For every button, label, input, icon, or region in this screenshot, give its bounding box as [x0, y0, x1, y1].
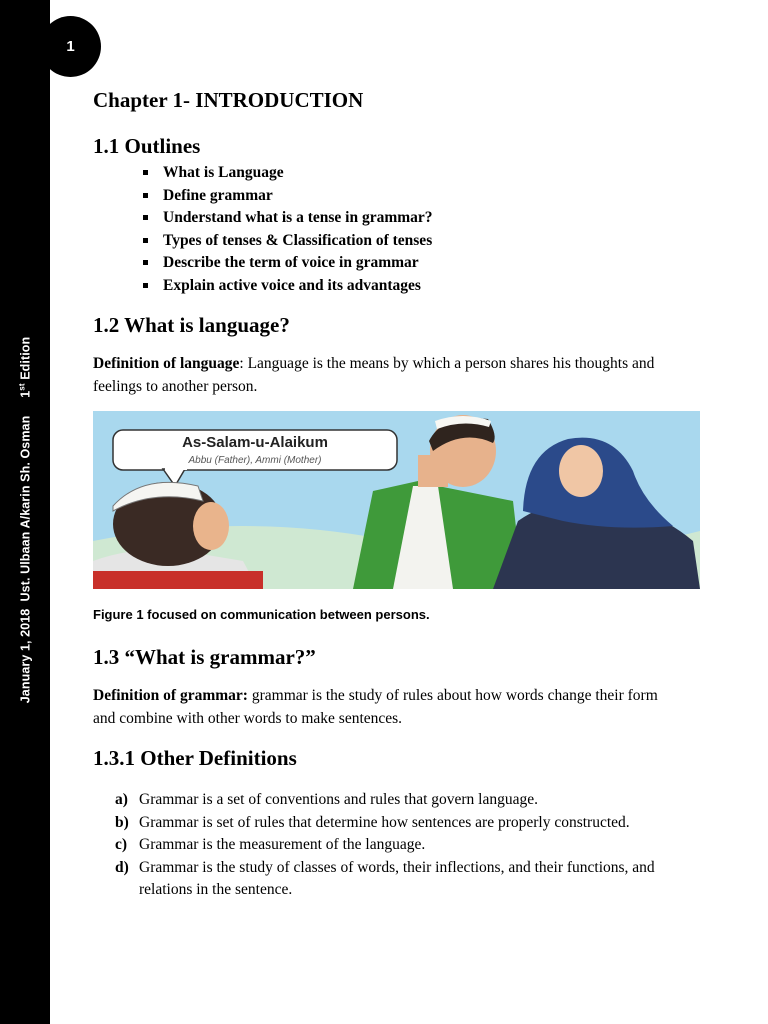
definition-item — [115, 789, 675, 812]
definition-letter: a) — [115, 791, 128, 808]
bullet-icon — [143, 238, 148, 243]
sidebar-meta — [17, 337, 32, 704]
page-number: 1 — [66, 38, 75, 55]
definition-text: Grammar is set of rules that determine how sentences are properly constructed. — [139, 813, 630, 831]
definition-item — [115, 857, 675, 902]
bullet-icon — [143, 283, 148, 288]
speech-title: As-Salam-u-Alaikum — [182, 434, 328, 451]
sidebar-edition-suffix: st — [17, 383, 27, 391]
illustration-svg — [93, 411, 700, 589]
grammar-heading: 1.3 “What is grammar?” — [93, 645, 316, 669]
definition-letter: c) — [115, 836, 128, 853]
grammar-definition-label: Definition of grammar: — [93, 687, 248, 704]
definition-text: Grammar is the study of classes of words, their inflections, and their functions, and relations in the sentence. — [139, 858, 655, 898]
outline-list — [143, 162, 433, 298]
definition-item — [115, 834, 675, 857]
sidebar — [0, 0, 50, 1024]
grammar-definition — [93, 685, 683, 730]
boy-face — [193, 502, 229, 550]
definition-text: Grammar is the measurement of the language. — [139, 836, 426, 853]
definition-text: Grammar is a set of conventions and rules that govern language. — [139, 791, 539, 808]
definition-item — [115, 812, 675, 835]
outline-item — [143, 230, 433, 253]
outline-item-label: Describe the term of voice in grammar — [163, 254, 419, 272]
language-definition-text: : Language is the means by which a person shares his thoughts and feelings to another person. — [93, 355, 655, 395]
language-definition-label: Definition of language — [93, 355, 240, 372]
chapter-title: Chapter 1- INTRODUCTION — [93, 88, 364, 112]
page-number-badge — [40, 16, 101, 77]
outline-item-label: Understand what is a tense in grammar? — [163, 209, 433, 227]
woman-face — [559, 445, 603, 497]
sidebar-date: January 1, 2018 — [18, 608, 33, 704]
outline-item — [143, 252, 433, 275]
outline-item-label: Types of tenses & Classification of tenses — [163, 231, 433, 249]
outline-item — [143, 185, 433, 208]
outlines-heading: 1.1 Outlines — [93, 134, 201, 158]
definition-letter: d) — [115, 858, 129, 876]
sidebar-edition-word: Edition — [18, 336, 33, 380]
sidebar-edition-number: 1 — [18, 390, 33, 398]
boy-vest — [93, 571, 263, 589]
outline-item-label: Explain active voice and its advantages — [163, 276, 421, 294]
figure-illustration — [93, 411, 700, 589]
bullet-icon — [143, 215, 148, 220]
language-heading: 1.2 What is language? — [93, 313, 290, 337]
definition-letter: b) — [115, 813, 129, 831]
outline-item — [143, 275, 433, 298]
bullet-icon — [143, 193, 148, 198]
language-definition — [93, 353, 683, 398]
other-definitions-list — [115, 789, 675, 902]
speech-subtitle: Abbu (Father), Ammi (Mother) — [188, 455, 322, 466]
bullet-icon — [143, 170, 148, 175]
outline-item — [143, 207, 433, 230]
bullet-icon — [143, 260, 148, 265]
other-definitions-heading: 1.3.1 Other Definitions — [93, 746, 297, 770]
outline-item-label: What is Language — [163, 164, 284, 181]
figure-caption: Figure 1 focused on communication between persons. — [93, 607, 430, 622]
outline-item-label: Define grammar — [163, 186, 273, 204]
outline-item — [143, 162, 433, 185]
grammar-definition-text: grammar is the study of rules about how words change their form and combine with other words to make sentences. — [93, 687, 658, 727]
sidebar-author: Ust. Ulbaan A/karin Sh. Osman — [18, 415, 33, 602]
